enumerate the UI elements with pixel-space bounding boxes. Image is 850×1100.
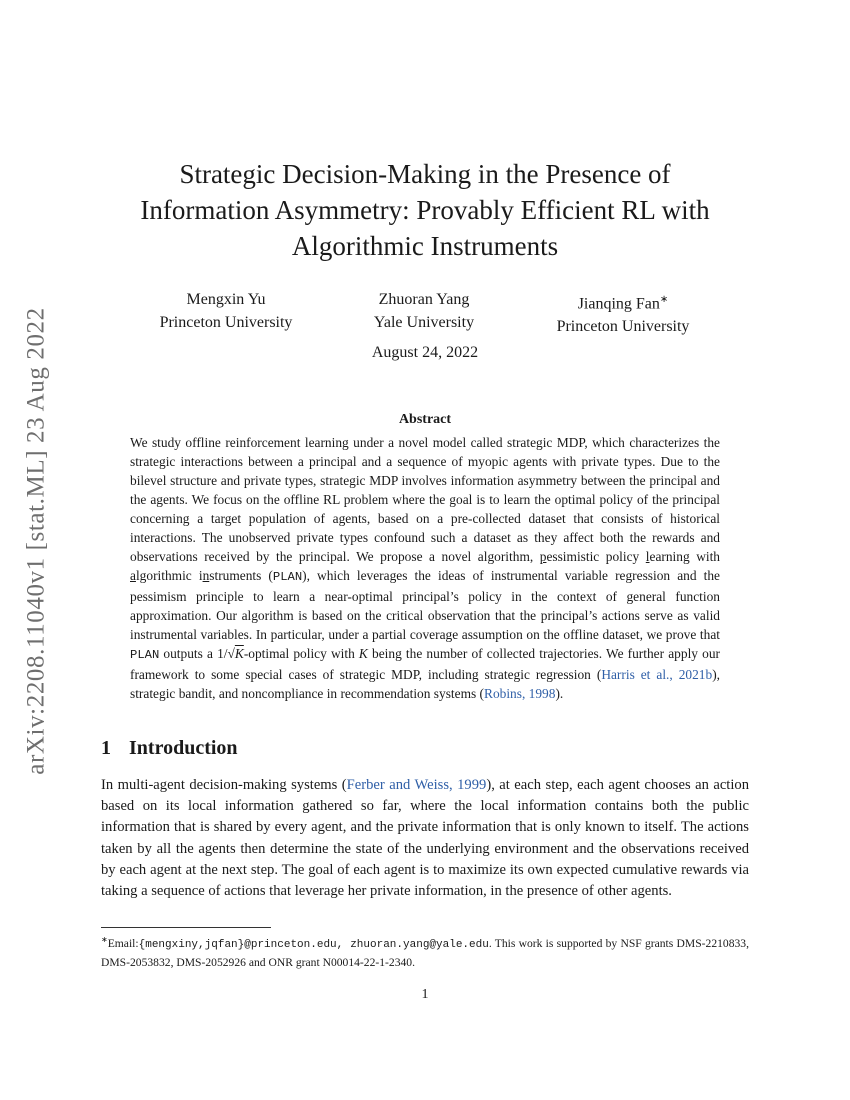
citation-link[interactable]: Robins, 1998 [484, 686, 556, 701]
title-line-1: Strategic Decision-Making in the Presence of [179, 159, 671, 189]
author-block [324, 288, 524, 334]
author-name: Zhuoran Yang [378, 291, 470, 308]
footnote-rule [101, 927, 271, 928]
abstract-heading: Abstract [398, 412, 452, 427]
abstract-segment: ), strategic bandit, and noncompliance in recommendation systems ( [130, 667, 720, 701]
abstract-segment: earning with [649, 549, 720, 564]
acronym-letter: p [539, 549, 547, 564]
abstract-segment: ), which leverages the ideas of instrumental variable regression and the pessimism principle to learn a near-optimal principal’s policy in the context of general function approximation. Our algorithm is based on the critical observation that the principal’s actions serve as valid instrumental variables. In particular, under a partial coverage assumption on the offline dataset, we prove that [130, 568, 720, 642]
footnote-marker: ∗ [659, 294, 669, 305]
acronym-letter: l [645, 549, 650, 564]
acronym-letter: a [130, 568, 136, 583]
author-affiliation: Princeton University [159, 314, 293, 331]
paper-title [100, 156, 750, 264]
footnote-marker: ∗ [101, 935, 108, 944]
author-affiliation: Yale University [373, 314, 475, 331]
abstract-segment: struments ( [209, 568, 273, 583]
footnote-segment: . This work is supported by NSF grants DMS-2210833, DMS-2053832, DMS-2052926 and ONR grant N00014-22-1-2340. [101, 936, 749, 969]
arxiv-identifier-stamp [20, 268, 54, 814]
abstract-segment: -optimal policy with [243, 646, 359, 661]
footnote-segment: Email: [107, 936, 139, 950]
citation-link[interactable]: Ferber and Weiss, 1999 [346, 777, 487, 793]
title-line-3: Algorithmic Instruments [291, 231, 559, 261]
acronym-letter: n [202, 568, 210, 583]
algorithm-name: PLAN [130, 648, 160, 662]
section-heading [101, 737, 238, 760]
footnote [101, 931, 749, 971]
author-name: Mengxin Yu [186, 291, 266, 308]
intro-paragraph [101, 775, 749, 902]
intro-segment: ), at each step, each agent chooses an action based on its local information gathered so far, where the local information contains both the public information that is shared by every agent, and the private information that is only known to itself. The actions taken by all the agents then determine the state of the underlying environment and the observations received by each agent at the next step. The goal of each agent is to maximize its own expected cumulative rewards via taking a sequence of actions that leverage her private information, in the presence of other agents. [101, 777, 749, 900]
author-name: Jianqing Fan [577, 295, 660, 313]
author-block [126, 288, 326, 334]
math-variable: K [358, 646, 368, 661]
section-number: 1 [101, 737, 111, 759]
abstract-segment: outputs a 1/√ [159, 646, 235, 661]
abstract-text [130, 433, 720, 703]
section-title: Introduction [129, 737, 238, 759]
footnote-emails: {mengxiny,jqfan}@princeton.edu, zhuoran.yang@yale.edu [138, 938, 489, 951]
author-block [523, 288, 723, 338]
abstract-segment: essimistic policy [546, 549, 646, 564]
arxiv-id-text: arXiv:2208.11040v1 [stat.ML] 23 Aug 2022 [23, 307, 51, 775]
title-line-2: Information Asymmetry: Provably Efficient RL with [140, 195, 710, 225]
abstract-segment: being the number of collected trajectories. We further apply our framework to some special cases of strategic MDP, including strategic regression ( [130, 646, 720, 682]
author-affiliation: Princeton University [556, 318, 690, 336]
math-variable: K [234, 646, 244, 661]
publication-date: August 24, 2022 [371, 344, 479, 361]
page-number: 1 [421, 987, 429, 1002]
author-name-line [523, 288, 723, 315]
intro-segment: In multi-agent decision-making systems ( [101, 777, 347, 793]
algorithm-name: PLAN [272, 570, 303, 584]
abstract-segment: ). [555, 686, 564, 701]
abstract-segment: We study offline reinforcement learning under a novel model called strategic MDP, which characterizes the strategic interactions between a principal and a sequence of myopic agents with private types. Due to the bilevel structure and private types, strategic MDP involves information asymmetry between the principal and the agents. We focus on the offline RL problem where the goal is to learn the optimal policy of the principal concerning a target population of agents, based on a pre-collected dataset that consists of historical interactions. The unobserved private types confound such a dataset as they affect both the rewards and observations received by the principal. We propose a novel algorithm, [130, 435, 720, 564]
citation-link[interactable]: Harris et al., 2021b [601, 667, 713, 682]
abstract-segment: lgorithmic i [135, 568, 203, 583]
